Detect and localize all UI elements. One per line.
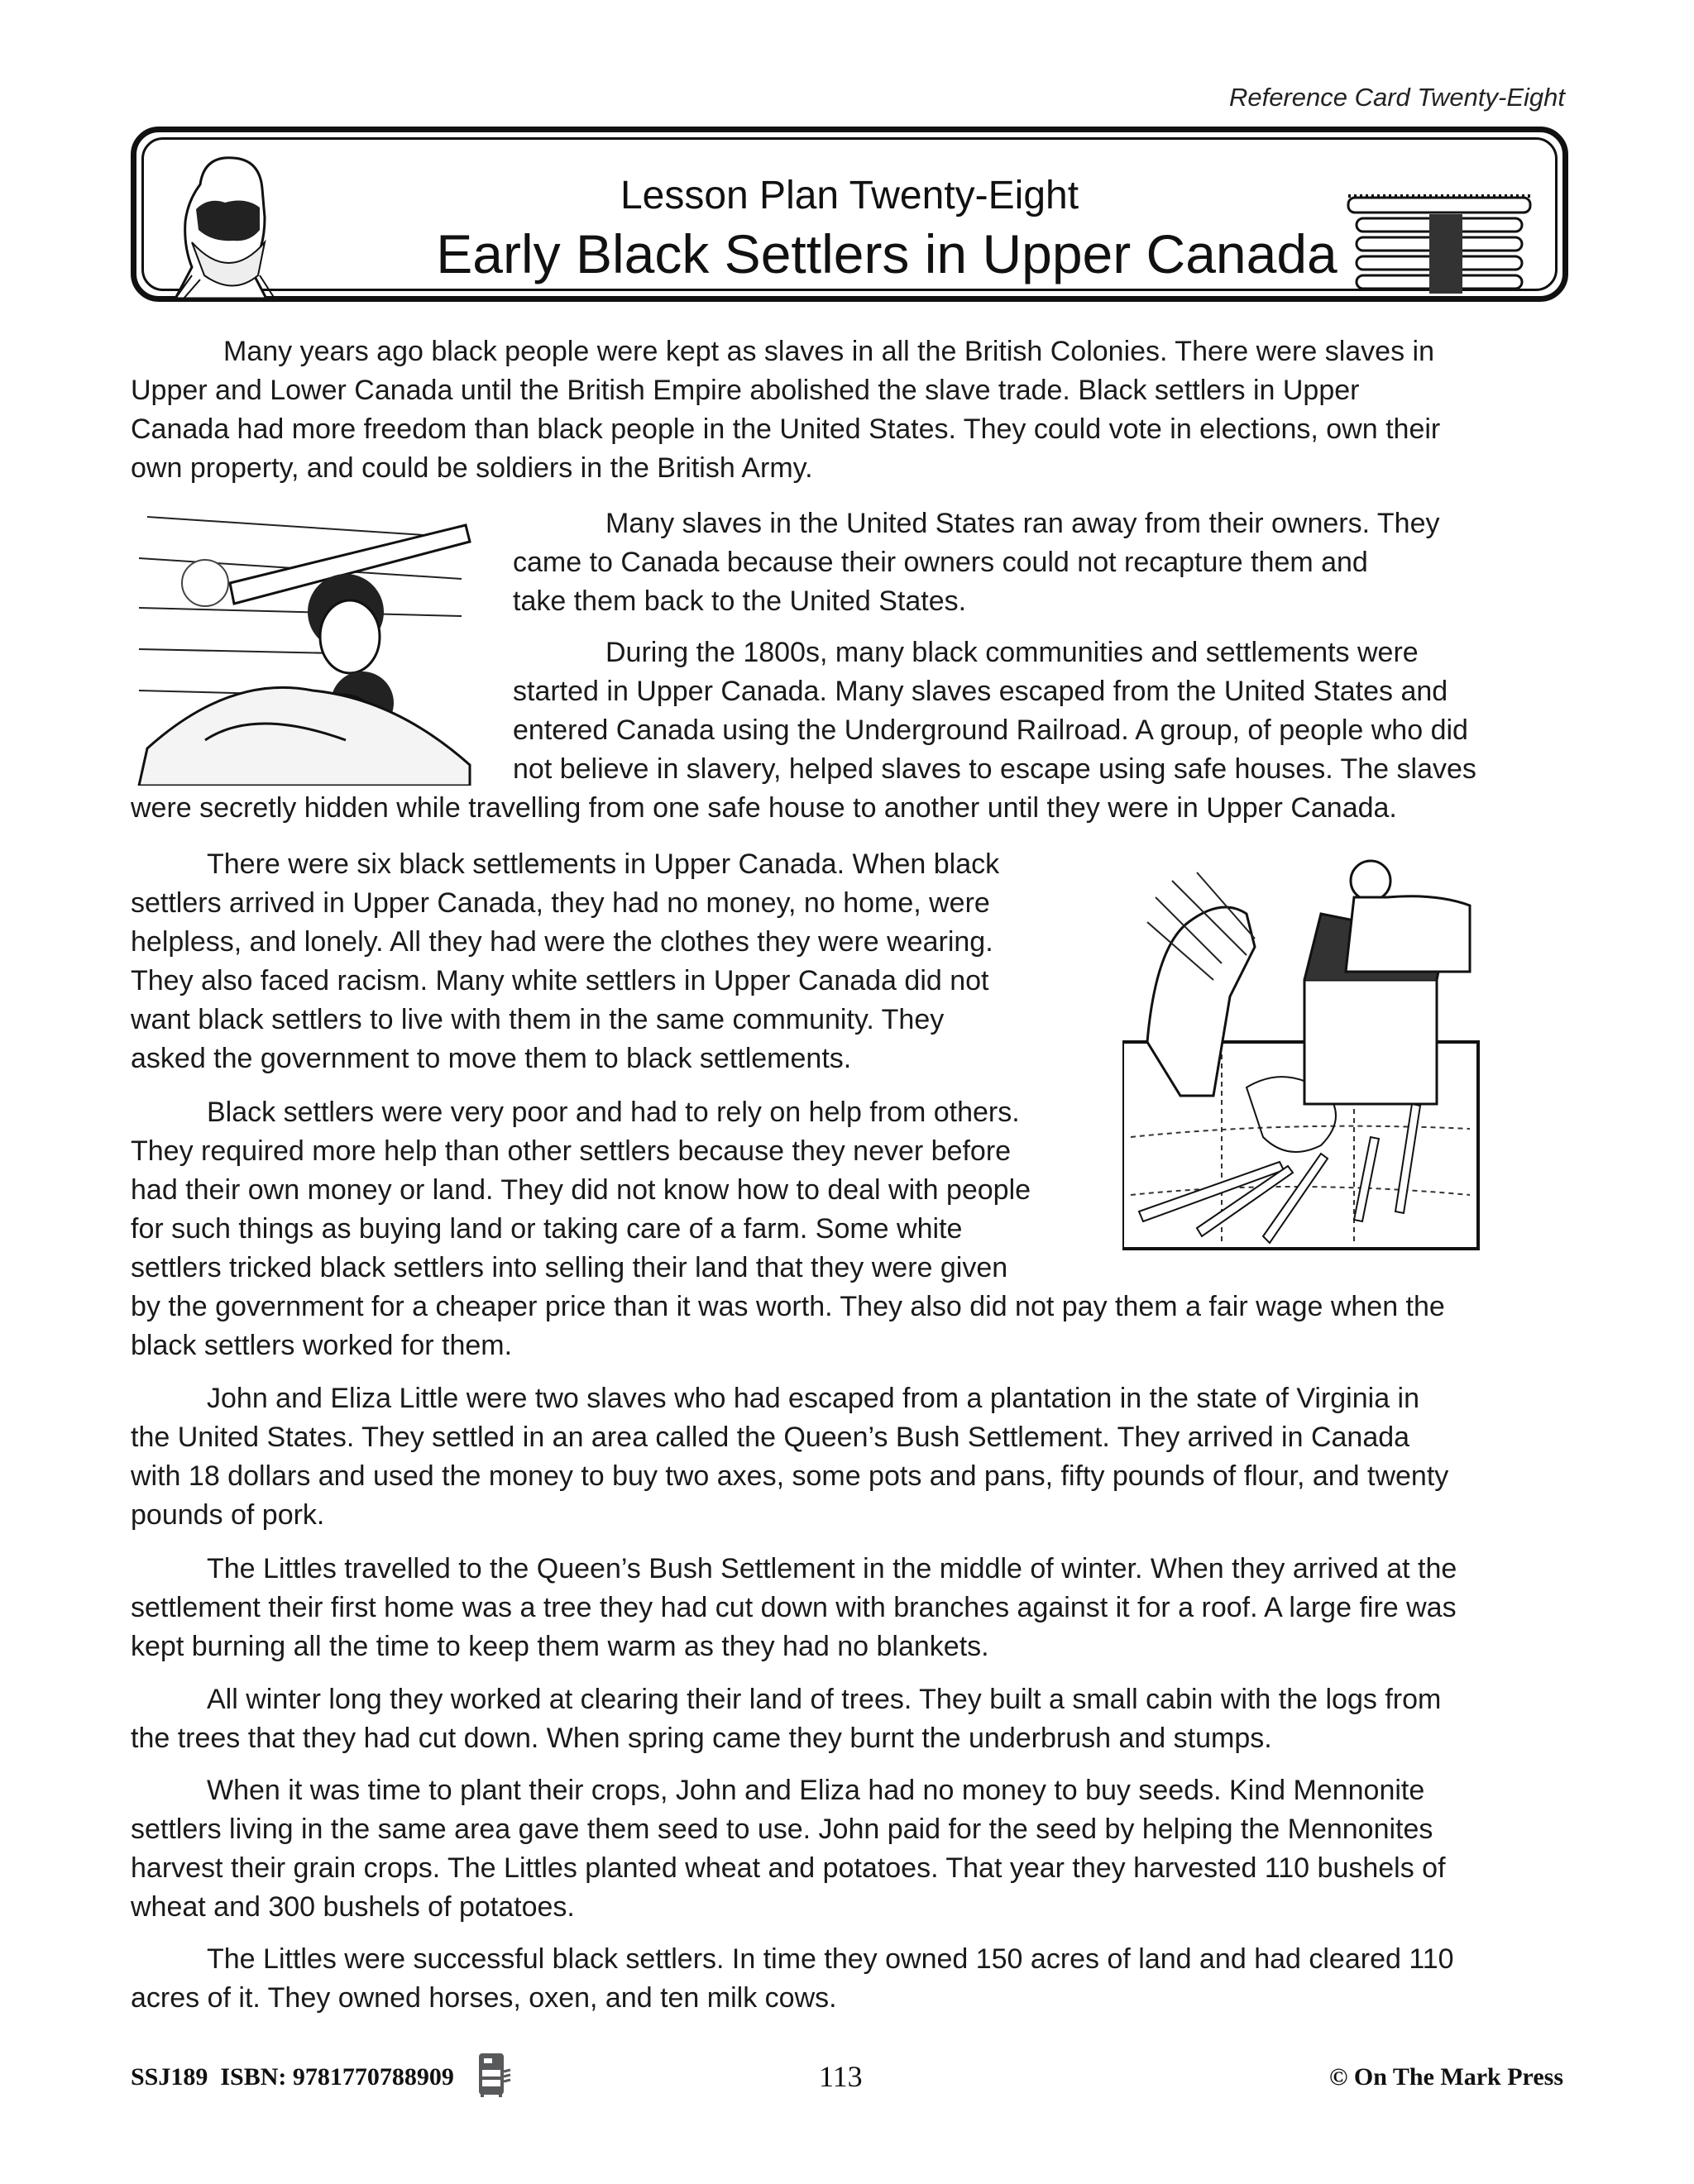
paragraph: Many slaves in the United States ran away from their owners. They came to Canada because their owners could not recapture them and take them back to the United States.: [513, 508, 1440, 617]
footer-isbn: ISBN: 9781770788909: [220, 2063, 454, 2091]
article-body: Many years ago black people were kept as slaves in all the British Colonies. There were slaves in Upper and Lower Canada until the British Empire abolished the slave trade. Black settlers in Upper Canada had more freedom than black people in the United States. They could vote in elections, own their own property, and could be soldiers in the British Army. Many slaves in the United States ran away from their owners. They came to Canada because their owners could not recapture them and take them back to the United States. During the 1800s, many black communities and settlements were started in Upper Canada. Many slaves escaped from the United States and entered Canada using the Underground Railroad. A group, of people who did not believe in slavery, helped slaves to escape using safe houses. The slaves were secretly hidden while travelling from one safe house to another until they were in Upper Canada. There were six black settlements in Upper Canada. When black settlers arrived in Upper Canada, they had no money, no home, were helpless, and lonely. All they had were the clothes they were wearing. They also faced racism. Many white settlers in Upper Canada did not want black settlers to live with them in the same community. They asked the government to move them to black settlements. Black settlers were very poor and had to rely on help from others. They required more help than other settlers because they never before had their own money or land. They did not know how to deal with people for such things as buying land or taking care of a farm. Some white settlers tricked black settlers into selling their land that they were given by the government for a cheaper price than it was worth. They also did not pay them a fair wage when the black settlers worked for them. John and Eliza Little were two slaves who had escaped from a plantation in the state of Virginia in the United States. They settled in an area called the Queen’s Bush Settlement. They arrived in Canada with 18 dollars and used the money to buy two axes, some pots and pans, fifty pounds of flour, and twenty pounds of pork. The Littles travelled to the Queen’s Bush Settlement in the middle of winter. When they arrived at the settlement their first home was a tree they had cut down with branches against it for a roof. A large fire was kept burning all the time to keep them warm as they had no blankets. All winter long they worked at clearing their land of trees. They built a small cabin with the logs from the trees that they had cut down. When spring came they burnt the underbrush and stumps. When it was time to plant their crops, John and Eliza had no money to buy seeds. Kind Mennonite settlers living in the same area gave them seed to use. John paid for the seed by helping the Mennonites harvest their grain crops. The Littles planted wheat and potatoes. That year they harvested 110 bushels of wheat and 300 bushels of potatoes. The Littles were successful black settlers. In time they owned 150 acres of land and had cleared 110 acres of it. They owned horses, oxen, and ten milk cows.: [0, 0, 1694, 2184]
copier-icon: [477, 2052, 512, 2098]
footer-copyright: © On The Mark Press: [1329, 2063, 1563, 2091]
paragraph: The Littles travelled to the Queen’s Bush Settlement in the middle of winter. When they arrived at the settlement their first home was a tree they had cut down with branches against it for a roof. A large fire was kept burning all the time to keep them warm as they had no blankets.: [131, 1553, 1457, 1662]
paragraph: There were six black settlements in Upper Canada. When black settlers arrived in Upper Canada, they had no money, no home, were helpless, and lonely. All they had were the clothes they were wearing. They also faced racism. Many white settlers in Upper Canada did not want black settlers to live with them in the same community. They asked the government to move them to black settlements.: [131, 848, 1000, 1074]
page-title: Early Black Settlers in Upper Canada: [436, 223, 1337, 284]
reference-card-label: Reference Card Twenty-Eight: [1228, 83, 1565, 112]
underground-railroad-map-illustration: [1122, 848, 1486, 1253]
paragraph: Many years ago black people were kept as slaves in all the British Colonies. There were slaves in Upper and Lower Canada until the British Empire abolished the slave trade. Black settlers in Upper Canada had more freedom than black people in the United States. They could vote in elections, own their own property, and could be soldiers in the British Army.: [131, 336, 1441, 484]
page-number: 113: [819, 2060, 863, 2093]
paragraph: John and Eliza Little were two slaves who had escaped from a plantation in the state of Virginia in the United States. They settled in an area called the Queen’s Bush Settlement. They arrived in Canada with 18 dollars and used the money to buy two axes, some pots and pans, fifty pounds of flour, and twenty pounds of pork.: [131, 1383, 1449, 1531]
lesson-plan-label: Lesson Plan Twenty-Eight: [620, 174, 1079, 217]
paragraph: During the 1800s, many black communities and settlements were started in Upper Canada. Many slaves escaped from the United States and entered Canada using the Underground Railroad. A group, of people who did not believe in slavery, helped slaves to escape using safe houses. The slaves: [513, 637, 1476, 785]
footer-product-code: SSJ189 ISBN: 9781770788909: [131, 2063, 454, 2091]
paragraph: The Littles were successful black settlers. In time they owned 150 acres of land and had cleared 110 acres of it. They owned horses, oxen, and ten milk cows.: [131, 1943, 1454, 2014]
paragraph: Black settlers were very poor and had to rely on help from others. They required more help than other settlers because they never before had their own money or land. They did not know how to deal with people for such things as buying land or taking care of a farm. Some white settlers tricked black settlers into selling their land that they were given: [131, 1097, 1031, 1283]
paragraph: When it was time to plant their crops, John and Eliza had no money to buy seeds. Kind Mennonite settlers living in the same area gave them seed to use. John paid for the seed by helping the Mennonites harvest their grain crops. The Littles planted wheat and potatoes. That year they harvested 110 bushels of wheat and 300 bushels of potatoes.: [131, 1775, 1446, 1923]
children-hiding-illustration: [131, 500, 478, 786]
paragraph: All winter long they worked at clearing their land of trees. They built a small cabin with the logs from the trees that they had cut down. When spring came they burnt the underbrush and stumps.: [131, 1684, 1442, 1754]
